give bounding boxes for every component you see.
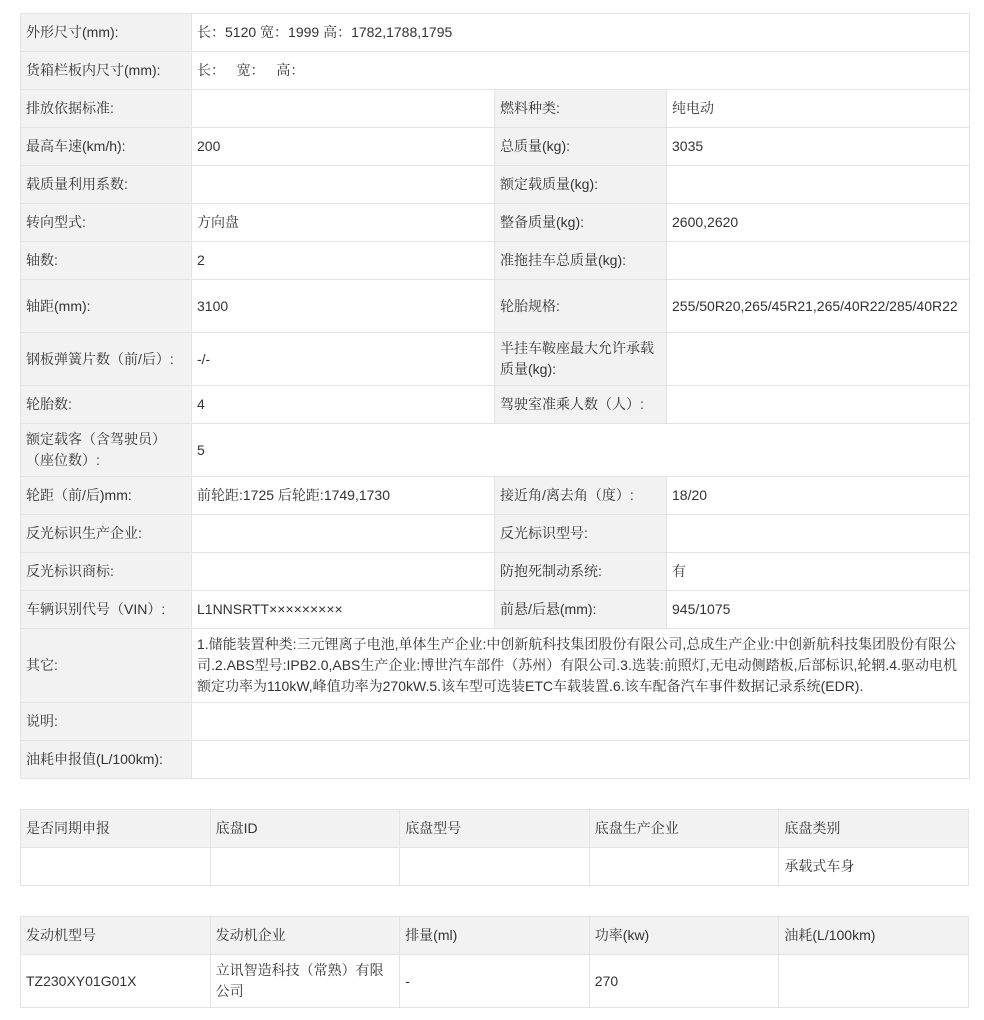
fuel-type-value: 纯电动 [667, 90, 970, 128]
engine-header-cell: 发动机型号 [21, 917, 211, 955]
engine-cell: TZ230XY01G01X [21, 955, 211, 1008]
abs-label: 防抱死制动系统: [495, 553, 667, 591]
spec-row [21, 703, 970, 741]
axle-count-value: 2 [192, 242, 495, 280]
chassis-header-cell: 是否同期申报 [21, 810, 211, 848]
reflector-brand-label: 反光标识商标: [21, 553, 192, 591]
load-coefficient-label: 载质量利用系数: [21, 166, 192, 204]
spec-row [21, 280, 970, 333]
saddle-load-value [667, 333, 970, 386]
chassis-header-cell: 底盘生产企业 [589, 810, 779, 848]
tire-spec-label: 轮胎规格: [495, 280, 667, 333]
trailer-mass-value [667, 242, 970, 280]
fuel-consumption-label: 油耗申报值(L/100km): [21, 741, 192, 779]
reflector-maker-value [192, 515, 495, 553]
approach-departure-value: 18/20 [667, 477, 970, 515]
vehicle-spec-table [20, 13, 970, 779]
fuel-consumption-value [192, 741, 970, 779]
tire-count-value: 4 [192, 386, 495, 424]
fuel-type-label: 燃料种类: [495, 90, 667, 128]
note-value [192, 703, 970, 741]
engine-header-cell: 发动机企业 [210, 917, 400, 955]
spec-row [21, 14, 970, 52]
engine-header-row [21, 917, 969, 955]
spec-row [21, 333, 970, 386]
seats-value: 5 [192, 424, 970, 477]
axle-count-label: 轴数: [21, 242, 192, 280]
reflector-brand-value [192, 553, 495, 591]
leaf-spring-value: -/- [192, 333, 495, 386]
cargo-box-label: 货箱栏板内尺寸(mm): [21, 52, 192, 90]
engine-cell: 立讯智造科技（常熟）有限公司 [210, 955, 400, 1008]
spec-row [21, 386, 970, 424]
chassis-table [20, 809, 969, 886]
chassis-header-cell: 底盘类别 [779, 810, 969, 848]
chassis-header-cell: 底盘ID [210, 810, 400, 848]
steering-label: 转向型式: [21, 204, 192, 242]
chassis-cell [400, 848, 590, 886]
gross-mass-value: 3035 [667, 128, 970, 166]
spec-row [21, 52, 970, 90]
other-label: 其它: [21, 629, 192, 703]
track-value: 前轮距:1725 后轮距:1749,1730 [192, 477, 495, 515]
rated-load-label: 额定载质量(kg): [495, 166, 667, 204]
other-value: 1.储能装置种类:三元锂离子电池,单体生产企业:中创新航科技集团股份有限公司,总成生产企业:中创新航科技集团股份有限公司.2.ABS型号:IPB2.0,ABS生产企业:博世汽车部件（苏州）有限公司.3.选装:前照灯,无电动侧踏板,后部标识,轮辋.4.驱动电机额定功率为110kW,峰值功率为270kW.5.该车型可选装ETC车载装置.6.该车配备汽车事件数据记录系统(EDR). [192, 629, 970, 703]
max-speed-label: 最高车速(km/h): [21, 128, 192, 166]
chassis-header-cell: 底盘型号 [400, 810, 590, 848]
emission-standard-value [192, 90, 495, 128]
engine-cell [779, 955, 969, 1008]
abs-value: 有 [667, 553, 970, 591]
chassis-cell [210, 848, 400, 886]
spec-row [21, 166, 970, 204]
gross-mass-label: 总质量(kg): [495, 128, 667, 166]
chassis-cell [21, 848, 211, 886]
seats-label: 额定载客（含驾驶员）（座位数）: [21, 424, 192, 477]
spec-row [21, 90, 970, 128]
spec-row [21, 477, 970, 515]
load-coefficient-value [192, 166, 495, 204]
reflector-model-label: 反光标识型号: [495, 515, 667, 553]
wheelbase-value: 3100 [192, 280, 495, 333]
overhang-value: 945/1075 [667, 591, 970, 629]
note-label: 说明: [21, 703, 192, 741]
leaf-spring-label: 钢板弹簧片数（前/后）: [21, 333, 192, 386]
tire-count-label: 轮胎数: [21, 386, 192, 424]
curb-mass-label: 整备质量(kg): [495, 204, 667, 242]
reflector-model-value [667, 515, 970, 553]
vin-label: 车辆识别代号（VIN）: [21, 591, 192, 629]
saddle-load-label: 半挂车鞍座最大允许承载质量(kg): [495, 333, 667, 386]
spec-row [21, 515, 970, 553]
max-speed-value: 200 [192, 128, 495, 166]
chassis-cell [589, 848, 779, 886]
chassis-cell: 承载式车身 [779, 848, 969, 886]
engine-header-cell: 排量(ml) [400, 917, 590, 955]
engine-header-cell: 功率(kw) [589, 917, 779, 955]
spec-row [21, 741, 970, 779]
rated-load-value [667, 166, 970, 204]
curb-mass-value: 2600,2620 [667, 204, 970, 242]
trailer-mass-label: 准拖挂车总质量(kg): [495, 242, 667, 280]
dimensions-label: 外形尺寸(mm): [21, 14, 192, 52]
spec-row [21, 424, 970, 477]
engine-cell: 270 [589, 955, 779, 1008]
engine-table [20, 916, 969, 1008]
steering-value: 方向盘 [192, 204, 495, 242]
table-row [21, 848, 969, 886]
chassis-header-row [21, 810, 969, 848]
spec-row [21, 629, 970, 703]
vin-value: L1NNSRTT××××××××× [192, 591, 495, 629]
spec-row [21, 128, 970, 166]
engine-header-cell: 油耗(L/100km) [779, 917, 969, 955]
table-row [21, 955, 969, 1008]
cab-capacity-label: 驾驶室准乘人数（人）: [495, 386, 667, 424]
cargo-box-value: 长： 宽： 高： [192, 52, 970, 90]
spec-row [21, 204, 970, 242]
approach-departure-label: 接近角/离去角（度）: [495, 477, 667, 515]
emission-standard-label: 排放依据标准: [21, 90, 192, 128]
spec-row [21, 591, 970, 629]
dimensions-value: 长：5120 宽：1999 高：1782,1788,1795 [192, 14, 970, 52]
reflector-maker-label: 反光标识生产企业: [21, 515, 192, 553]
track-label: 轮距（前/后)mm: [21, 477, 192, 515]
overhang-label: 前悬/后悬(mm): [495, 591, 667, 629]
cab-capacity-value [667, 386, 970, 424]
spec-row [21, 553, 970, 591]
engine-cell: - [400, 955, 590, 1008]
wheelbase-label: 轴距(mm): [21, 280, 192, 333]
spec-row [21, 242, 970, 280]
tire-spec-value: 255/50R20,265/45R21,265/40R22/285/40R22 [667, 280, 970, 333]
